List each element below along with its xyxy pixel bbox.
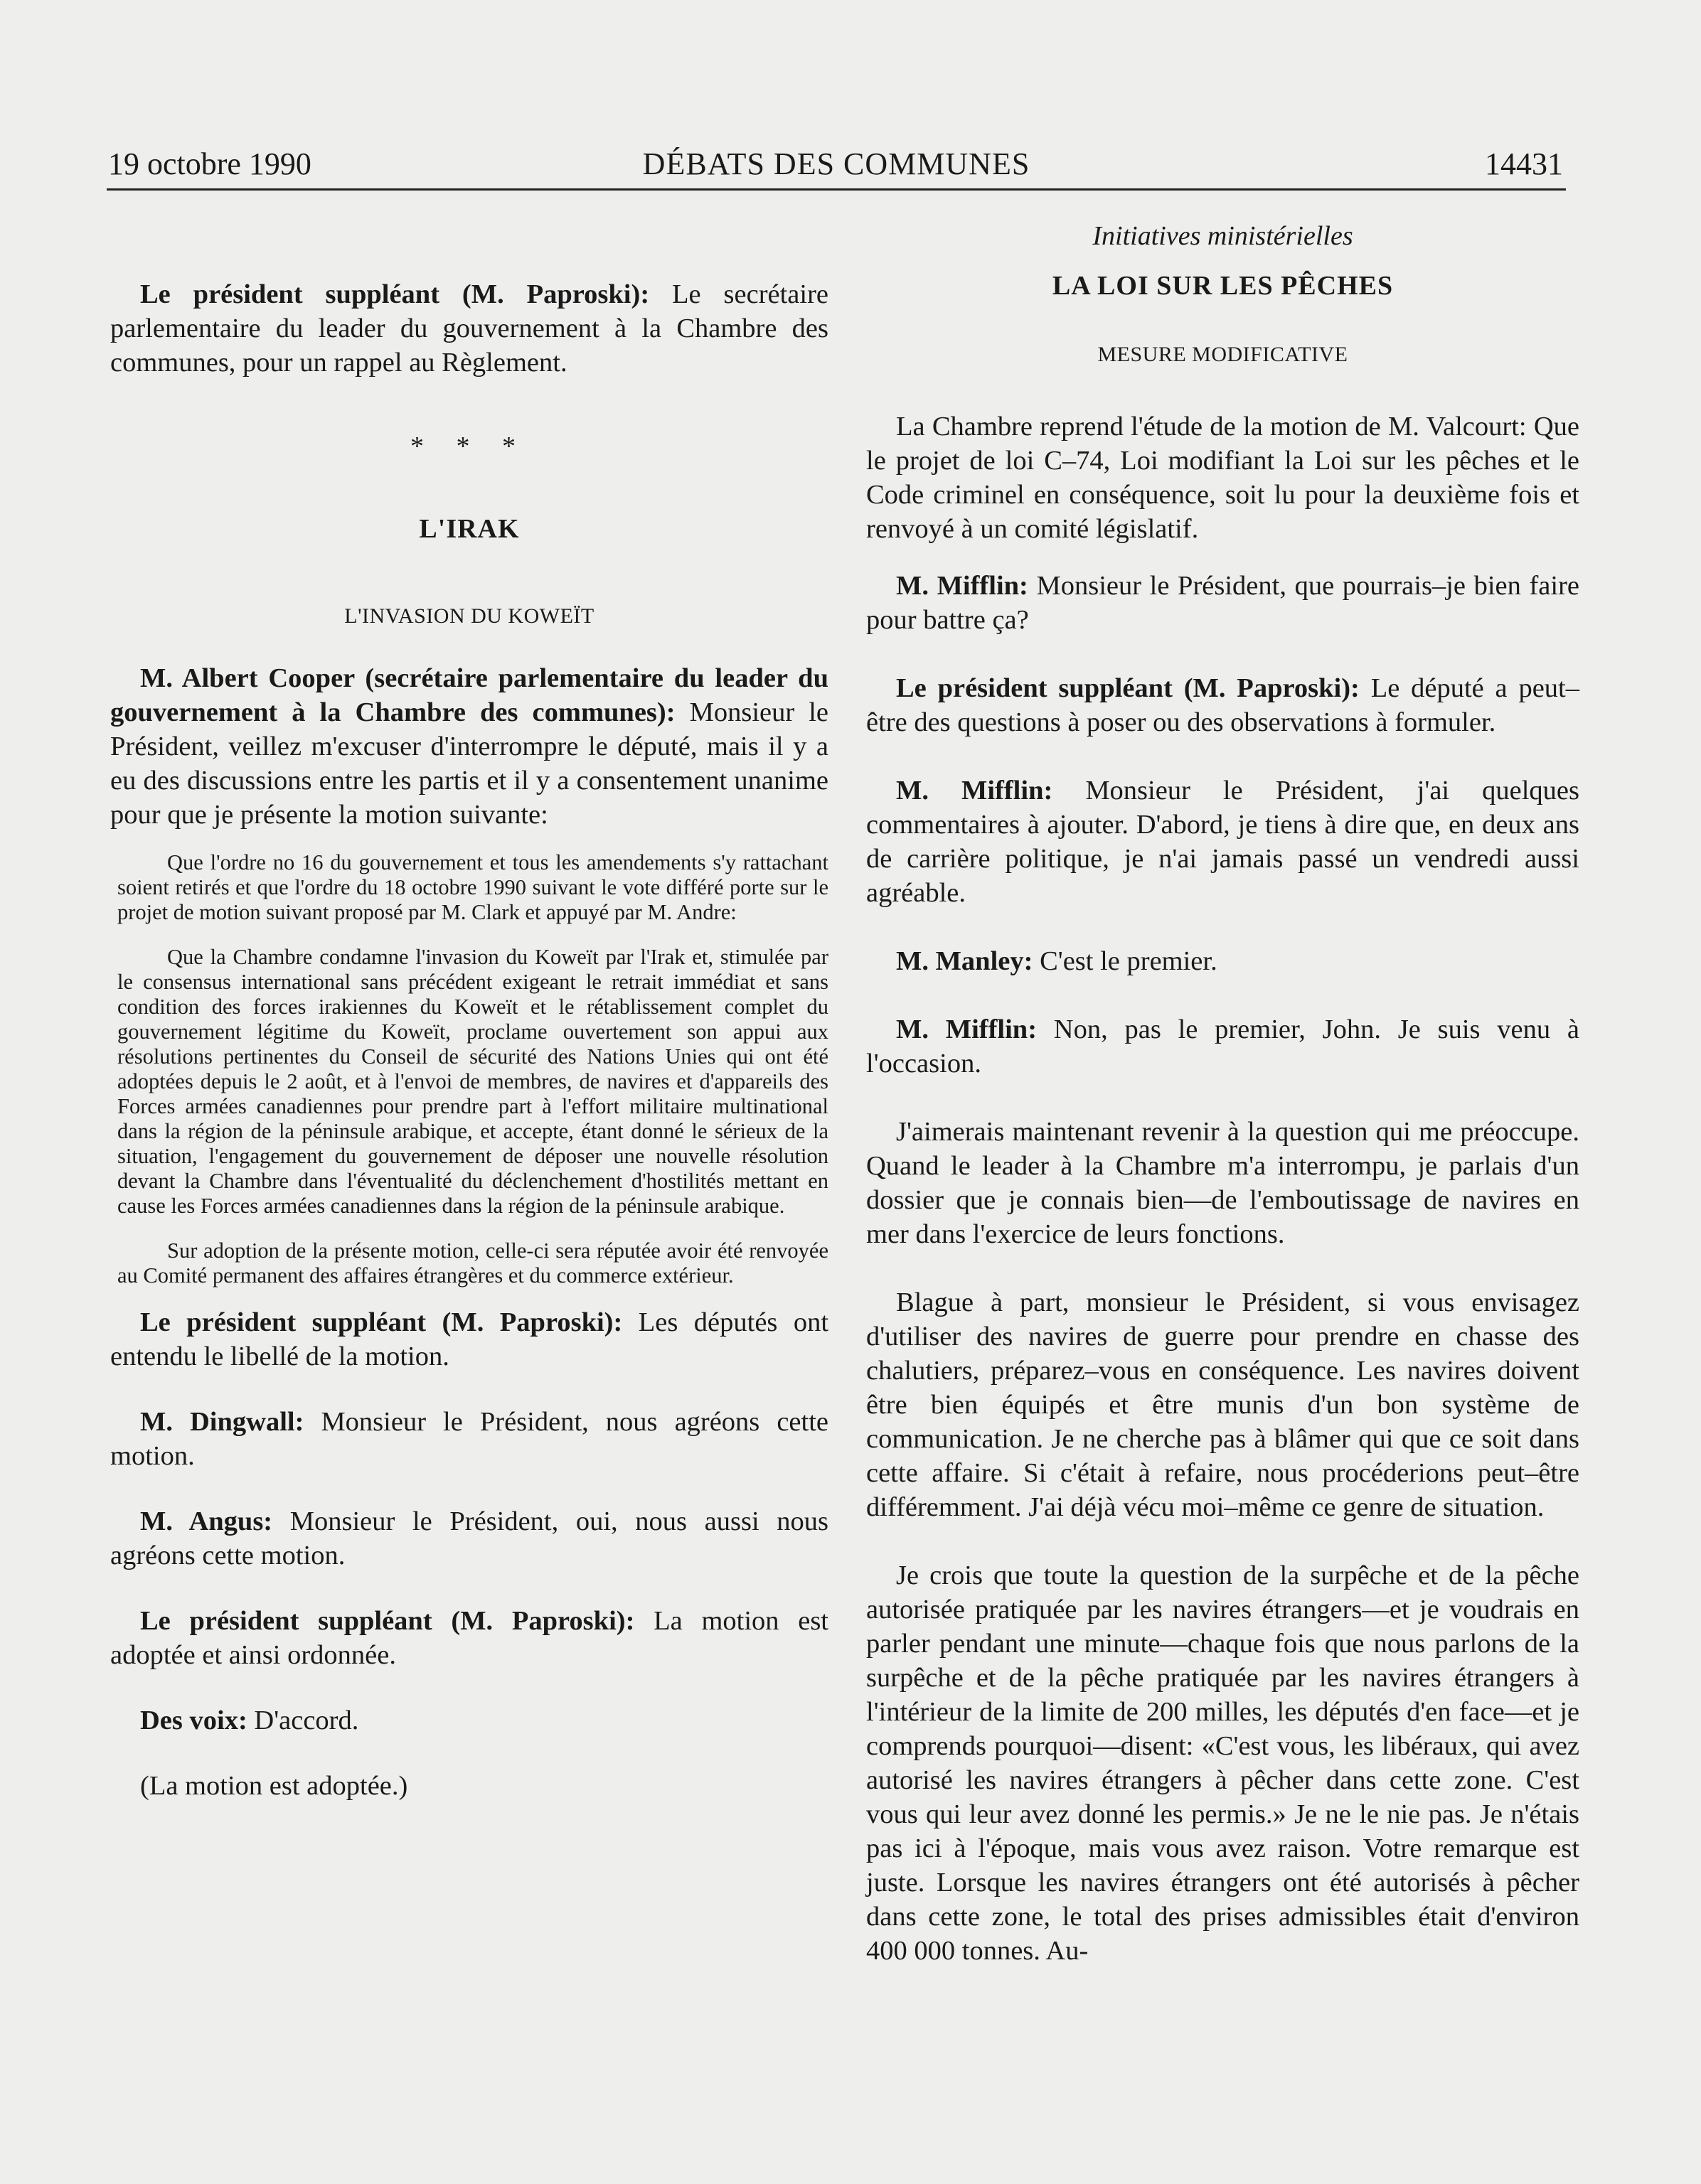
motion-quote: Que l'ordre no 16 du gouvernement et tous les amendements s'y rattachant soient retirés et que l'ordre du 18 octobre 1990 suivant le vote différé porte sur le projet de motion suivant proposé par M. Clark et appuyé par M. Andre: xyxy=(117,850,828,924)
paragraph xyxy=(110,1504,828,1573)
paragraph xyxy=(110,661,828,832)
speaker: M. Albert Cooper (secrétaire parlementaire du leader du gouvernement à la Chambre des communes): xyxy=(110,663,828,727)
paragraph-text: D'accord. xyxy=(247,1706,359,1735)
paragraph xyxy=(866,569,1579,637)
speaker: Le président suppléant (M. Paproski): xyxy=(896,673,1360,703)
paragraph xyxy=(110,1305,828,1374)
section-separator: * * * xyxy=(410,432,528,461)
paragraph-text: Le député a peut–être des questions à poser ou des observations à formuler. xyxy=(866,673,1579,737)
motion-quote: Sur adoption de la présente motion, celle-ci sera réputée avoir été renvoyée au Comité permanent des affaires étrangères et du commerce extérieur. xyxy=(117,1238,828,1288)
speaker: M. Mifflin: xyxy=(896,1015,1038,1044)
paragraph: Je crois que toute la question de la surpêche et de la pêche autorisée pratiquée par les navires étrangers—et je voudrais en parler pendant une minute—chaque fois que nous parlons de la surpêche et de la pêche pratiquée par les navires étrangers à l'intérieur de la limite de 200 milles, les députés d'en face—et je comprends pourquoi—disent: «C'est vous, les libéraux, qui avez autorisé les navires étrangers à pêcher dans cette zone. C'est vous qui leur avez donné les permis.» Je ne le nie pas. Je n'étais pas ici à l'époque, mais vous avez raison. Votre remarque est juste. Lorsque les navires étrangers ont été autorisés à pêcher dans cette zone, le total des prises admissibles était d'environ 400 000 tonnes. Au- xyxy=(866,1561,1579,1966)
speaker: Le président suppléant (M. Paproski): xyxy=(140,1307,623,1337)
speaker: M. Dingwall: xyxy=(140,1407,304,1437)
paragraph-text: Les députés ont entendu le libellé de la motion. xyxy=(110,1307,829,1371)
paragraph xyxy=(110,1405,828,1473)
speaker: M. Mifflin: xyxy=(896,571,1028,601)
motion-quote: Que la Chambre condamne l'invasion du Koweït par l'Irak et, stimulée par le consensus international sans précédent exigeant le retrait immédiat et sans condition des forces irakiennes du Koweït et le rétablissement complet du gouvernement légitime du Koweït, proclame ouvertement son appui aux résolutions pertinentes du Conseil de sécurité des Nations Unies qui ont été adoptées depuis le 2 août, et à l'envoi de membres, de navires et d'appareils des Forces armées canadiennes pour prendre part à l'effort militaire multinational dans la région de la péninsule arabique, et accepte, étant donné le sérieux de la situation, l'engagement du gouvernement de déposer une nouvelle résolution devant la Chambre dans l'éventualité du déclenchement d'hostilités mettant en cause les Forces armées canadiennes dans la région de la péninsule arabique. xyxy=(117,945,828,1218)
running-head: Initiatives ministérielles xyxy=(1092,221,1353,251)
paragraph xyxy=(866,774,1579,910)
paragraph-text: Le secrétaire parlementaire du leader du gouvernement à la Chambre des communes, pour un rappel au Règlement. xyxy=(110,279,828,378)
paragraph xyxy=(866,944,1579,978)
paragraph: J'aimerais maintenant revenir à la question qui me préoccupe. Quand le leader à la Chambre m'a interrompu, je parlais d'un dossier que je connais bien—de l'emboutissage de navires en mer dans l'exercice de leurs fonctions. xyxy=(866,1117,1579,1249)
speaker: Des voix: xyxy=(140,1706,247,1735)
paragraph xyxy=(866,671,1579,739)
paragraph-text: Monsieur le Président, veillez m'excuser d'interrompre le député, mais il y a eu des discussions entre les partis et il y a consentement unanime pour que je présente la motion suivante: xyxy=(110,697,828,830)
paragraph-text: Monsieur le Président, nous agréons cette motion. xyxy=(110,1407,828,1471)
paragraph-text: Monsieur le Président, j'ai quelques commentaires à ajouter. D'abord, je tiens à dire que, en deux ans de carrière politique, je n'ai jamais passé un vendredi aussi agréable. xyxy=(866,776,1579,908)
header-date: 19 octobre 1990 xyxy=(108,146,311,181)
section-subheading: L'INVASION DU KOWEÏT xyxy=(344,604,594,628)
left-column xyxy=(110,213,828,1803)
paragraph: La Chambre reprend l'étude de la motion de M. Valcourt: Que le projet de loi C–74, Loi modifiant la Loi sur les pêches et le Code criminel en conséquence, soit lu pour la deuxième fois et renvoyé à un comité législatif. xyxy=(866,412,1579,544)
paragraph xyxy=(866,1012,1579,1081)
speaker: M. Manley: xyxy=(896,946,1033,976)
right-column xyxy=(866,213,1579,1968)
paragraph-text: C'est le premier. xyxy=(1033,946,1217,976)
speaker: M. Angus: xyxy=(140,1506,273,1536)
paragraph-text: Monsieur le Président, oui, nous aussi nous agréons cette motion. xyxy=(110,1506,828,1570)
paragraph: Blague à part, monsieur le Président, si vous envisagez d'utiliser des navires de guerre pour prendre en chasse des chalutiers, préparez–vous en conséquence. Les navires doivent être bien équipés et être munis d'un bon système de communication. Je ne cherche pas à blâmer qui que ce soit dans cette affaire. Si c'était à refaire, nous procéderions peut–être différemment. J'ai déjà vécu moi–même ce genre de situation. xyxy=(866,1288,1579,1522)
section-subheading: MESURE MODIFICATIVE xyxy=(1097,343,1348,366)
section-heading: LA LOI SUR LES PÊCHES xyxy=(1052,271,1394,301)
paragraph: (La motion est adoptée.) xyxy=(140,1771,408,1801)
page-header xyxy=(107,146,1566,191)
paragraph-text: Non, pas le premier, John. Je suis venu à l'occasion. xyxy=(866,1015,1579,1078)
speaker: M. Mifflin: xyxy=(896,776,1053,805)
speaker: Le président suppléant (M. Paproski): xyxy=(140,279,650,309)
section-heading: L'IRAK xyxy=(419,514,520,544)
paragraph xyxy=(110,1604,828,1672)
paragraph xyxy=(110,1703,828,1738)
paragraph xyxy=(110,277,828,380)
paragraph-text: Monsieur le Président, que pourrais–je bien faire pour battre ça? xyxy=(866,571,1579,635)
paragraph-text: La motion est adoptée et ainsi ordonnée. xyxy=(110,1606,829,1670)
speaker: Le président suppléant (M. Paproski): xyxy=(140,1606,635,1636)
header-title: DÉBATS DES COMMUNES xyxy=(642,146,1030,181)
header-page-number: 14431 xyxy=(1485,146,1563,181)
